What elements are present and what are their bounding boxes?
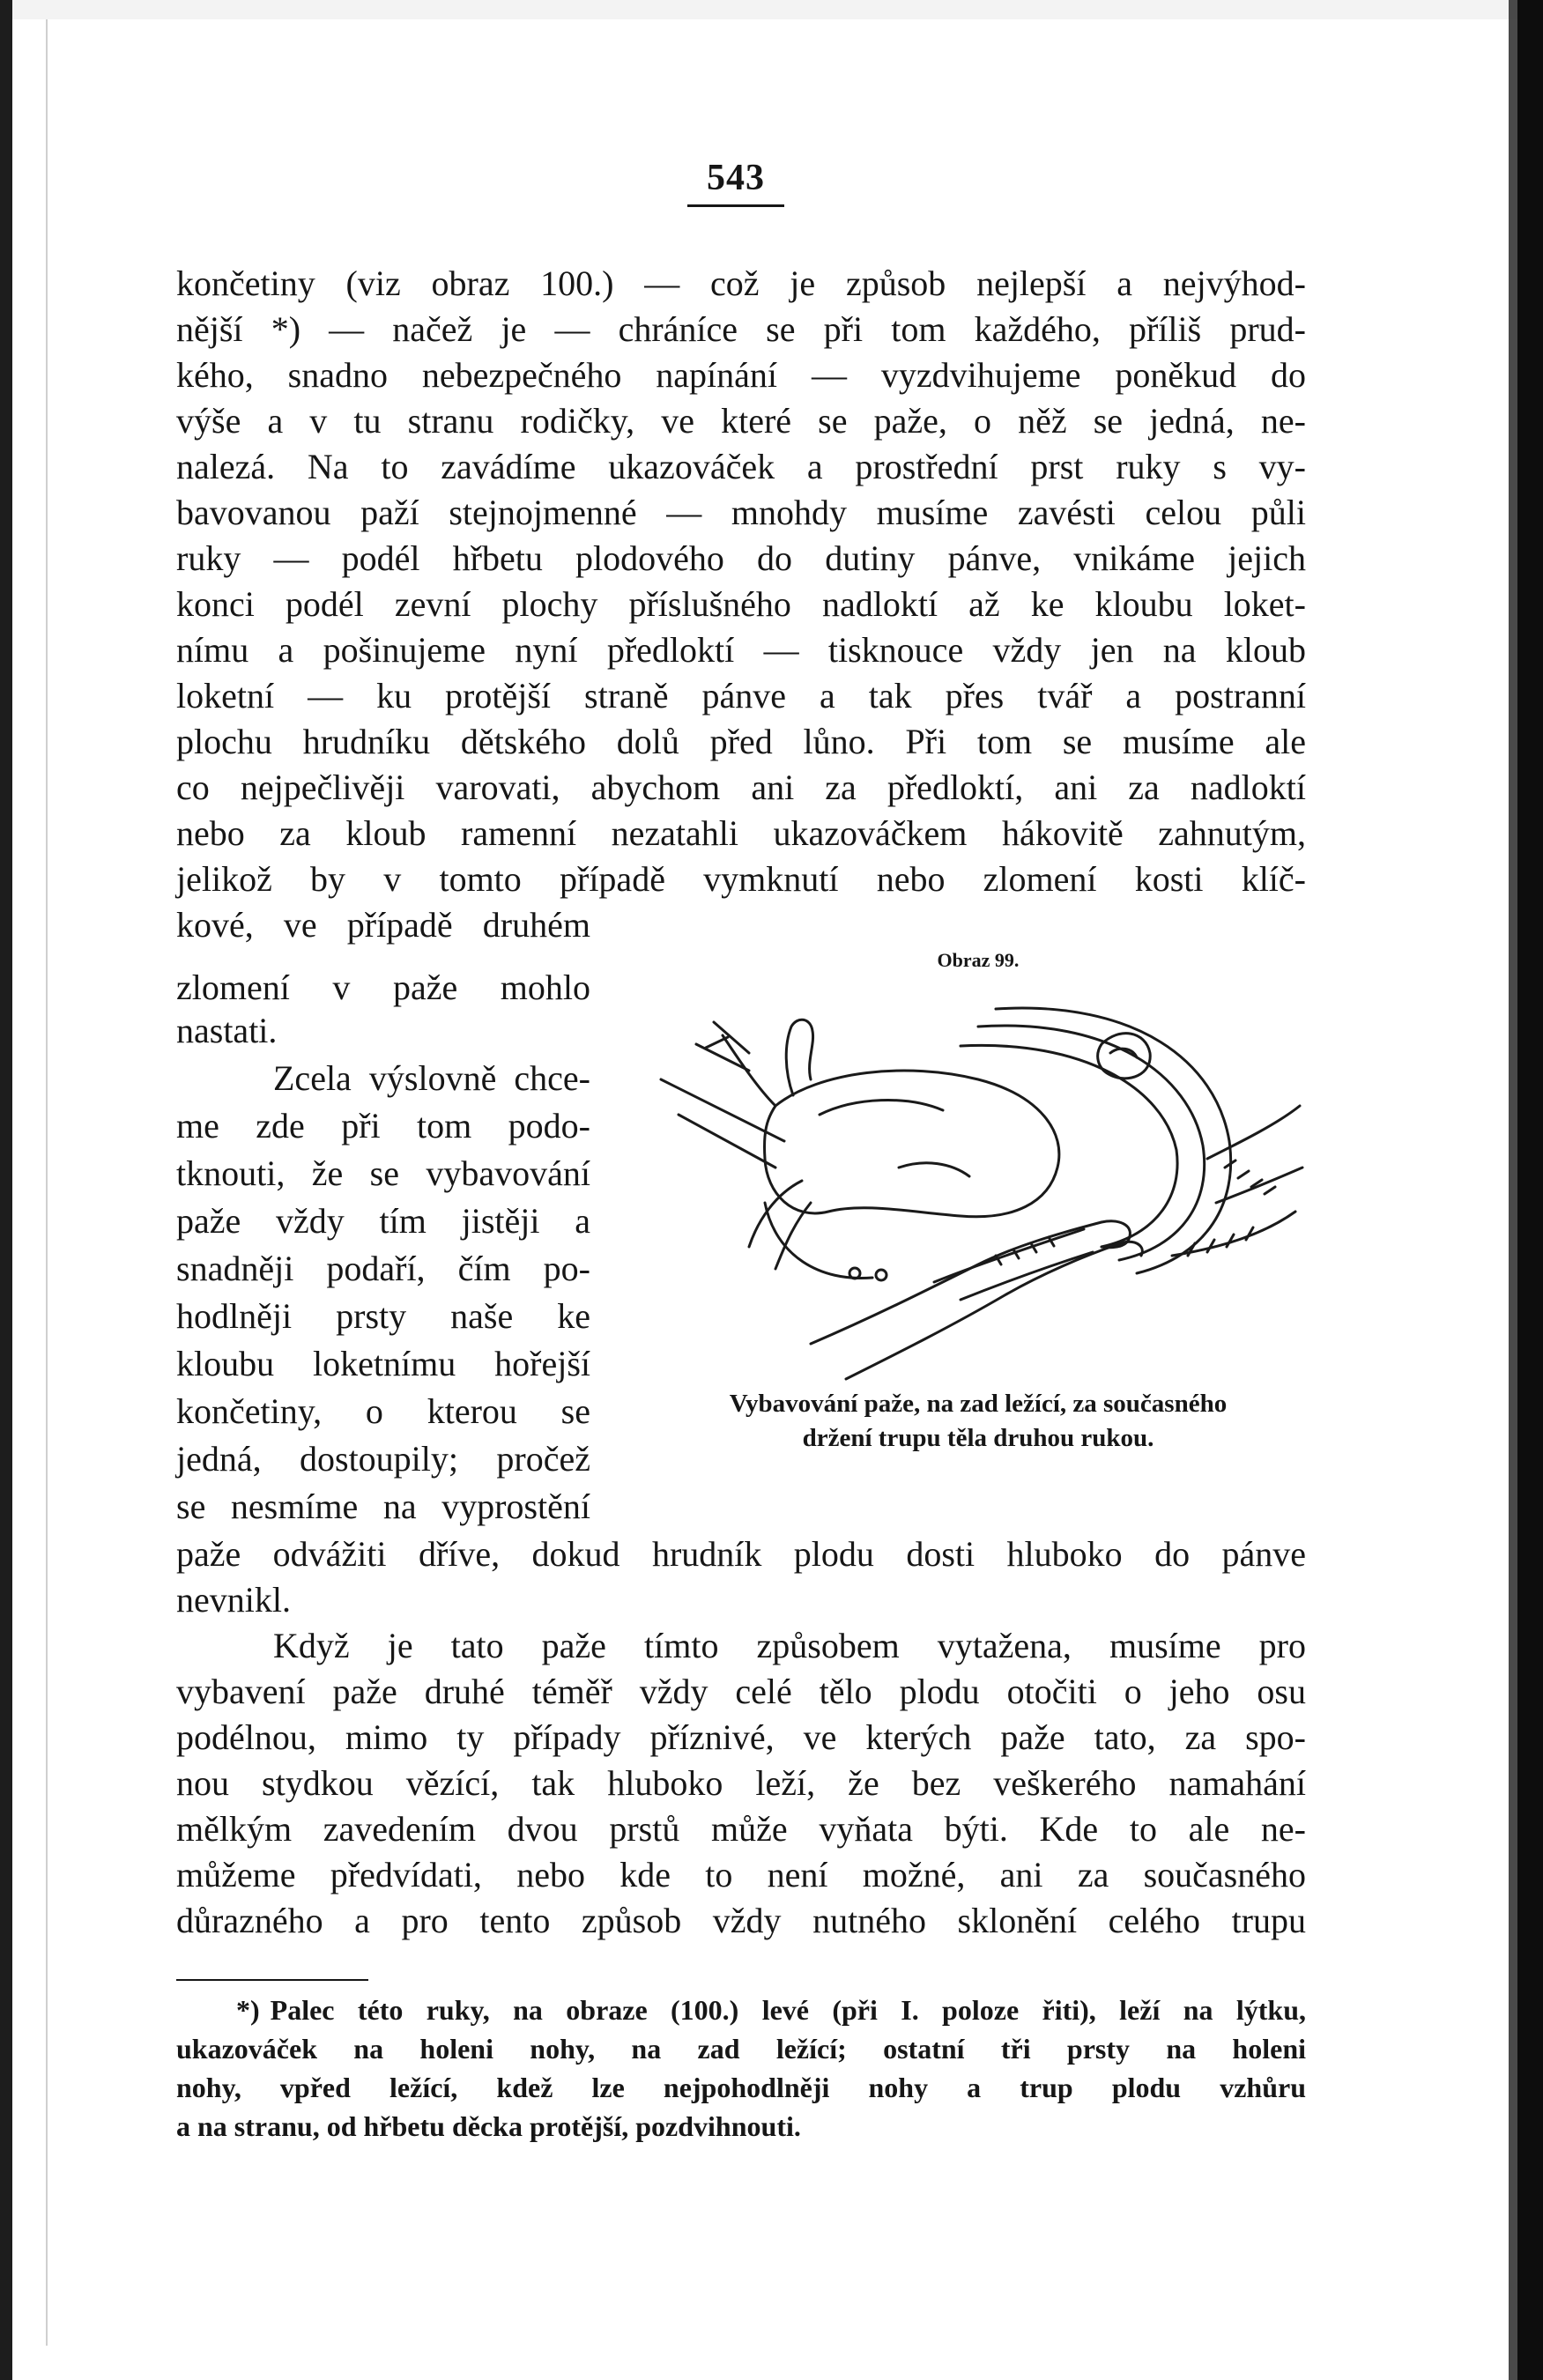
figure-title: Obraz 99. <box>937 949 1020 971</box>
footnote-rule <box>176 1979 368 1981</box>
body-line: ruky — podél hřbetu plodového do dutiny pánve, vnikáme jejich <box>176 538 1306 578</box>
body-line: nalezá. Na to zavádíme ukazováček a prostřední prst ruky s vy- <box>176 447 1306 486</box>
footnote-line: a na stranu, od hřbetu děcka protější, pozdvihnouti. <box>176 2110 801 2142</box>
figure-caption-line: držení trupu těla druhou rukou. <box>802 1424 1154 1452</box>
scan-right-edge <box>1517 0 1543 2380</box>
body-line: nímu a pošinujeme nyní předloktí — tisknouce vždy jen na kloub <box>176 630 1306 670</box>
wrapped-line: se nesmíme na vyprostění <box>176 1487 590 1526</box>
wrapped-line: kové, ve případě druhém <box>176 905 590 945</box>
footnote-line: ukazováček na holeni nohy, na zad ležící; ostatní tři prsty na holeni <box>176 2033 1306 2065</box>
wrapped-line: zlomení v paže mohlo <box>176 968 590 1007</box>
body-line: podélnou, mimo ty případy příznivé, ve kterých paže tato, za spo- <box>176 1717 1306 1757</box>
body-line: kého, snadno nebezpečného napínání — vyzdvihujeme poněkud do <box>176 355 1306 395</box>
wrapped-line: me zde při tom podo- <box>176 1106 590 1146</box>
wrapped-line: kloubu loketnímu hořejší <box>176 1344 590 1383</box>
wrapped-line: snadněji podaří, čím po- <box>176 1249 590 1288</box>
body-line: nější *) — načež je — chráníce se při tom každého, příliš prud- <box>176 309 1306 349</box>
wrapped-line: Zcela výslovně chce- <box>273 1058 590 1098</box>
footnote-line: nohy, vpřed ležící, kdež lze nejpohodlněji nohy a trup plodu vzhůru <box>176 2072 1306 2103</box>
figure-caption-line: Vybavování paže, na zad ležící, za současného <box>729 1390 1228 1418</box>
footnote-text: Palec této ruky, na obraze (100.) levé (při I. poloze řiti), leží na lýtku, <box>270 1994 1306 2026</box>
body-line: jelikož by v tomto případě vymknutí nebo zlomení kosti klíč- <box>176 859 1306 899</box>
body-line: mělkým zavedením dvou prstů může vyňata býti. Kde to ale ne- <box>176 1809 1306 1849</box>
paragraph-start: Když je tato paže tímto způsobem vytažena, musíme pro <box>273 1626 1306 1665</box>
scan-right-shadow <box>1509 0 1517 2380</box>
figure-illustration-arm-extraction <box>643 991 1309 1383</box>
scan-top-edge <box>0 0 1543 19</box>
body-line: plochu hrudníku dětského dolů před lůno. Při tom se musíme ale <box>176 722 1306 761</box>
body-line: můžeme předvídati, nebo kde to není možné, ani za současného <box>176 1855 1306 1894</box>
body-line: nebo za kloub ramenní nezatahli ukazováčkem hákovitě zahnutým, <box>176 813 1306 853</box>
wrapped-line: hodlněji prsty naše ke <box>176 1296 590 1336</box>
body-line: loketní — ku protější straně pánve a tak přes tvář a postranní <box>176 676 1306 715</box>
wrapped-line: končetiny, o kterou se <box>176 1391 590 1431</box>
page-number-rule <box>687 204 784 207</box>
body-line: nevnikl. <box>176 1580 291 1620</box>
body-line: bavovanou paží stejnojmenné — mnohdy musíme zavésti celou půli <box>176 493 1306 532</box>
body-line: důrazného a pro tento způsob vždy nutného sklonění celého trupu <box>176 1901 1306 1940</box>
body-line: vybavení paže druhé téměř vždy celé tělo plodu otočiti o jeho osu <box>176 1672 1306 1711</box>
wrapped-line: nastati. <box>176 1011 278 1050</box>
footnote-marker: *) <box>236 1994 260 2026</box>
body-line: paže odvážiti dříve, dokud hrudník plodu dosti hluboko do pánve <box>176 1534 1306 1574</box>
page-number: 543 <box>707 158 765 198</box>
body-line: končetiny (viz obraz 100.) — což je způsob nejlepší a nejvýhod- <box>176 263 1306 303</box>
body-line: nou stydkou vězící, tak hluboko leží, že bez veškerého namahání <box>176 1763 1306 1803</box>
body-line: výše a v tu stranu rodičky, ve které se paže, o něž se jedná, ne- <box>176 401 1306 441</box>
body-line: co nejpečlivěji varovati, abychom ani za předloktí, ani za nadloktí <box>176 767 1306 807</box>
scan-left-edge <box>0 0 12 2380</box>
wrapped-line: tknouti, že se vybavování <box>176 1153 590 1193</box>
wrapped-line: jedná, dostoupily; pročež <box>176 1439 590 1479</box>
body-line: konci podél zevní plochy příslušného nadloktí až ke kloubu loket- <box>176 584 1306 624</box>
footnote-line <box>176 1991 1306 2028</box>
wrapped-line: paže vždy tím jistěji a <box>176 1201 590 1241</box>
